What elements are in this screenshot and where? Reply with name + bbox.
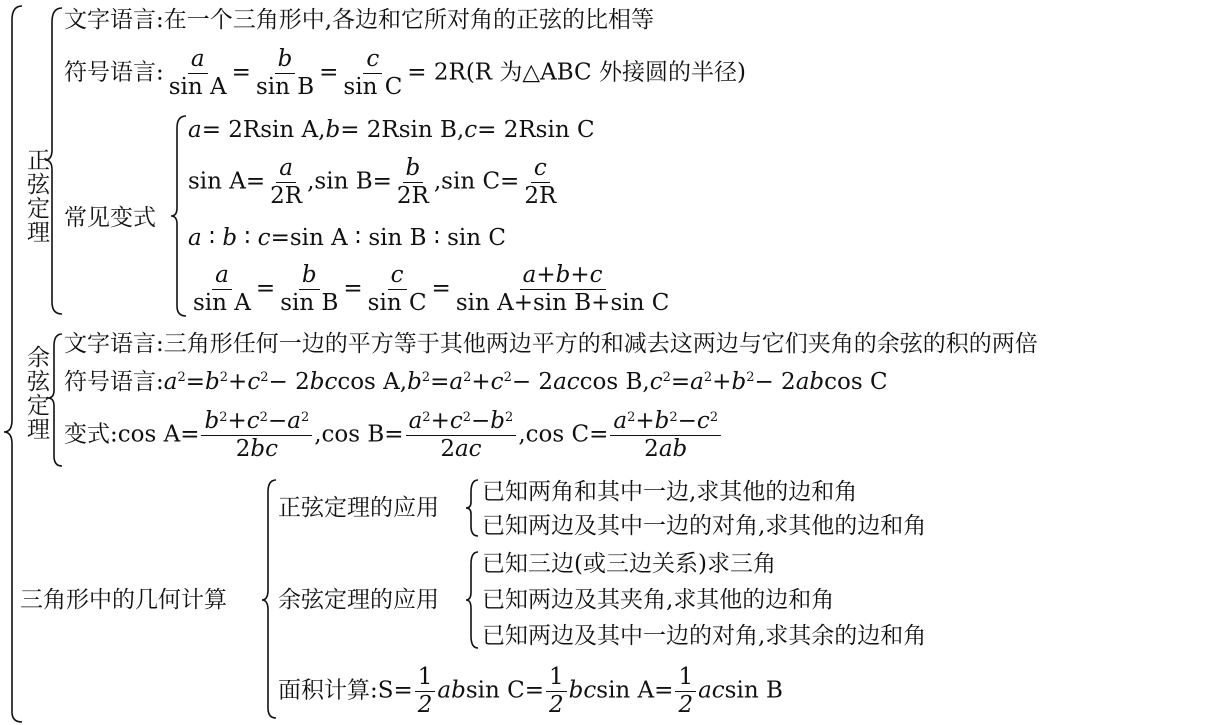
variant-2: sin A= $\frac{a}{2R}$ ,sin B= $\frac{b}{2R}$ ,sin C= $\frac{c}{2R}$ (188, 155, 557, 209)
variant-1: a= 2Rsin A,b= 2Rsin B,c= 2Rsin C (188, 117, 595, 143)
cos-text-language: 文字语言:三角形任何一边的平方等于其他两边平方的和减去这两边与它们夹角的余弦的积的两倍 (64, 331, 1038, 357)
cos-variant: 变式:cos A= $\frac{b^2+c^2-a^2}{2bc}$ ,cos B= $\frac{a^2+c^2-b^2}{2ac}$ ,cos C= $\frac{a^2+b^2-c^2}{2ab}$ (64, 408, 723, 463)
cos-symbol-language: 符号语言$:a^2=b^2+c^2- 2bccos$ $A,b^2=a^2+c^2- 2accos$ $B,c^2=a^2+b^2- 2abcos$ C (64, 369, 888, 395)
sine-law-label: 正弦定理 (23, 148, 49, 244)
cos-app-item-3: 已知两边及其中一边的对角,求其余的边和角 (482, 623, 927, 649)
sine-app-brace (466, 480, 478, 536)
cos-app-item-2: 已知两边及其夹角,求其他的边和角 (482, 587, 835, 613)
sine-app-label: 正弦定理的应用 (278, 495, 439, 521)
sine-text-language: 文字语言:在一个三角形中,各边和它所对角的正弦的比相等 (64, 7, 655, 33)
geometry-label: 三角形中的几何计算 (20, 587, 227, 613)
cos-app-item-1: 已知三边(或三边关系)求三角 (482, 551, 776, 577)
area-formula: 面积计算:S= $\frac{1}{2}$ absin C= $\frac{1}{2}$ bcsin A= $\frac{1}{2}$ acsin B (278, 664, 783, 718)
cos-app-brace (466, 552, 478, 648)
variant-4: $\frac{a}{\text{sin A}}$ = $\frac{b}{\text{sin B}}$ = $\frac{c}{\text{sin C}}$ = $\frac{a+b+c}{\text{sin A+sin B+sin C}}$ (193, 262, 670, 316)
geometry-brace (262, 480, 276, 718)
sine-symbol-language: 符号语言: $\frac{a}{\text{sin A}}$ = $\frac{b}{\text{sin B}}$ = $\frac{c}{\text{sin C}}$ = 2R(R 为△ABC 外接圆的半径) (64, 46, 746, 100)
sine-app-item-2: 已知两边及其中一边的对角,求其他的边和角 (482, 513, 927, 539)
cos-app-label: 余弦定理的应用 (278, 587, 439, 613)
variants-label: 常见变式 (64, 205, 156, 231)
variants-brace (171, 116, 186, 316)
variant-3: a ∶ b ∶ c=sin A ∶ sin B ∶ sin C (188, 225, 507, 251)
sine-app-item-1: 已知两角和其中一边,求其他的边和角 (482, 479, 858, 505)
cos-law-label: 余弦定理 (23, 345, 49, 441)
